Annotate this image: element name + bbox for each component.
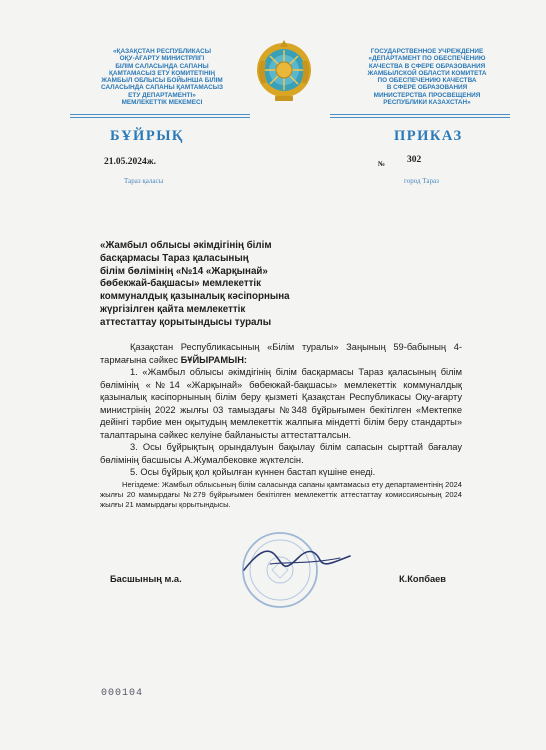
city-ru: город Тараз: [404, 177, 439, 185]
city-kz: Тараз қаласы: [124, 177, 164, 185]
order-body: [100, 341, 462, 510]
decree-word: БҰЙЫРАМЫН:: [180, 354, 247, 365]
intro-paragraph: Қазақстан Республикасының «Білім туралы» Заңының 59-бабының 4-тармағына сәйкес БҰЙЫРАМЫН:: [100, 342, 462, 365]
basis-note: Негіздеме: Жамбыл облысының білім саласында сапаны қамтамасыз ету департаментінің 2024 жылғы 20 мамырдағы №279 бұйрығымен бекітілген мемлекеттік аттестаттау комиссиясының 2024 жылғы 21 мамырдағы қорытындысы.: [100, 479, 462, 509]
signatory-position: Басшының м.а.: [110, 574, 182, 584]
signatory-name: К.Копбаев: [399, 574, 447, 584]
state-emblem-icon: [255, 38, 313, 104]
paragraph-3: 3. Осы бұйрықтың орындалуын бақылау білім сапасын сырттай бағалау бөлімінің басшысы А.Жумалбековке жүктелсін.: [100, 442, 462, 465]
paragraph-5: 5. Осы бұйрық қол қойылған күннен бастап күшіне енеді.: [130, 467, 376, 477]
header-rule-left: [70, 114, 250, 115]
order-number: 302: [407, 155, 422, 165]
header-rule-left-thin: [70, 117, 250, 118]
order-date: 21.05.2024ж.: [104, 157, 157, 167]
paragraph-1: 1. «Жамбыл облысы әкімдігінің білім басқармасы Тараз қаласының білім бөлімінің «№14 «Жарқынай» бөбекжай-бақшасы» мемлекеттік коммуналдық қазыналық кәсіпорнының білім беру қызметі Қазақстан Республикасы Оқу-ағарту министрінің 2022 жылғы 03 тамыздағы №348 бұйрығымен бекітілген «Мектепке дейінгі тәрбие мен оқытудың мемлекеттік жалпыға міндетті білім беру стандарты» талаптарына сәйкес келуіне байланысты аттестатталсын.: [100, 367, 462, 440]
order-subject-title: «Жамбыл облысы әкімдігінің білім басқармасы Тараз қаласының білім бөлімінің «№14 «Жарқынай» бөбекжай-бақшасы» мемлекеттік коммуналдық қазыналық кәсіпорнына жүргізілген қайта мемлекеттік аттестаттау қорытындысы туралы: [100, 240, 290, 328]
header-ru-institution: ГОСУДАРСТВЕННОЕ УЧРЕЖДЕНИЕ «ДЕПАРТАМЕНТ ПО ОБЕСПЕЧЕНИЮ КАЧЕСТВА В СФЕРЕ ОБРАЗОВАНИЯ ЖАМБЫЛСКОЙ ОБЛАСТИ КОМИТЕТА ПО ОБЕСПЕЧЕНИЮ КАЧЕСТВА В СФЕРЕ ОБРАЗОВАНИЯ МИНИСТЕРСТВА ПРОСВЕЩЕНИЯ РЕСПУБЛИКИ КАЗАХСТАН»: [367, 48, 487, 107]
handwritten-signature-icon: [240, 540, 360, 580]
document-serial-number: 000104: [101, 688, 144, 699]
order-title-kz: БҰЙРЫҚ: [110, 128, 184, 144]
order-number-sign: №: [378, 160, 386, 168]
order-title-ru: ПРИКАЗ: [394, 128, 463, 144]
header-rule-right-thin: [330, 117, 510, 118]
header-rule-right: [330, 114, 510, 115]
header-kz-institution: «ҚАЗАҚСТАН РЕСПУБЛИКАСЫ ОҚУ-АҒАРТУ МИНИСТРЛІГІ БІЛІМ САЛАСЫНДА САПАНЫ ҚАМТАМАСЫЗ ЕТУ КОМИТЕТІНІҢ ЖАМБЫЛ ОБЛЫСЫ БОЙЫНША БІЛІМ САЛАСЫНДА САПАНЫ ҚАМТАМАСЫЗ ЕТУ ДЕПАРТАМЕНТІ» МЕМЛЕКЕТТІК МЕКЕМЕСІ: [101, 48, 223, 107]
